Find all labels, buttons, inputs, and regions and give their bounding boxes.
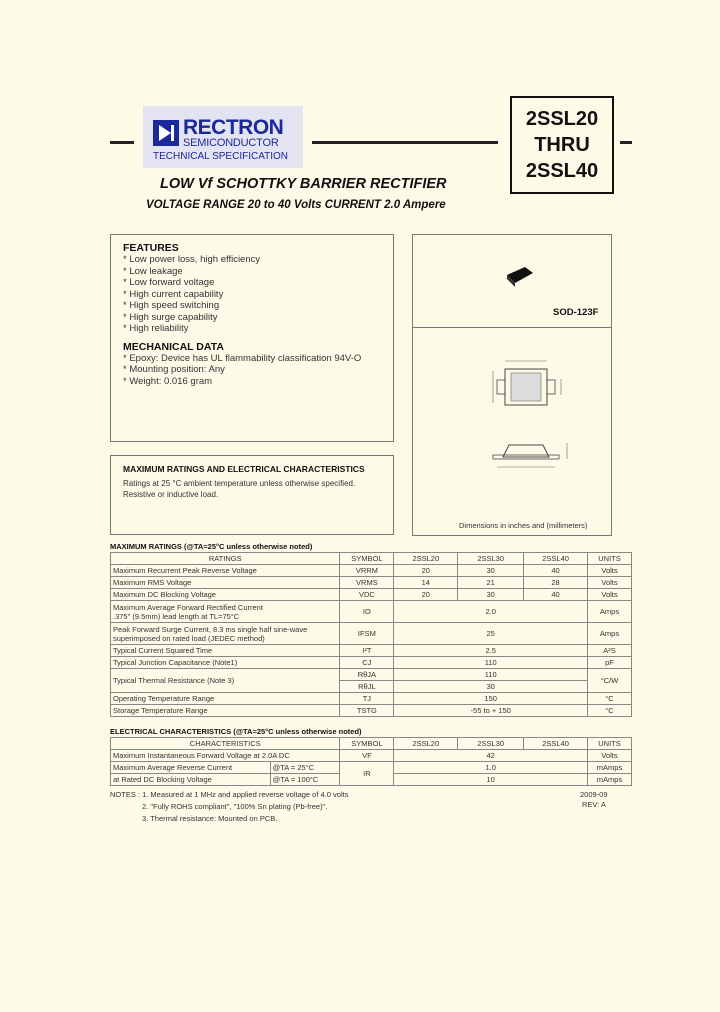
table-cell: IR [340,762,394,786]
table-cell: °C [588,705,632,717]
header-rule-left [110,141,134,144]
table-cell: 20 [394,589,458,601]
table-cell: 2.5 [394,645,588,657]
package-divider [413,327,611,328]
ratings-heading: MAXIMUM RATINGS AND ELECTRICAL CHARACTERISTICS [123,464,365,474]
package-outline-drawing [453,353,583,493]
table-row [111,623,632,645]
feature-item: * High speed switching [123,300,220,311]
mechanical-item: * Weight: 0.016 gram [123,375,213,387]
table-cell: 20 [394,565,458,577]
table-cell: VRMS [340,577,394,589]
note-1: NOTES : 1. Measured at 1 MHz and applied reverse voltage of 4.0 volts [110,790,349,799]
table-cell: I²T [340,645,394,657]
table-row [111,577,632,589]
table-cell: 14 [394,577,458,589]
table-cell: 30 [458,565,524,577]
table-row [111,601,632,623]
part-line-2: THRU [534,134,590,156]
table-cell: Volts [588,565,632,577]
table-cell: 30 [394,681,588,693]
footer-revision: REV: A [582,800,606,809]
table-cell: 42 [394,750,588,762]
logo-diode-icon [153,120,179,146]
features-heading: FEATURES [123,242,179,254]
table-cell: Typical Current Squared Time [111,645,340,657]
footer-date: 2009-09 [580,790,608,799]
max-ratings-title: MAXIMUM RATINGS (@TA=25°C unless otherwise noted) [110,542,313,551]
table-cell: Amps [588,601,632,623]
feature-item: * High current capability [123,288,224,300]
note-2: 2. "Fully ROHS compliant", "100% Sn plating (Pb-free)". [142,802,328,811]
column-header: 2SSL30 [458,738,524,750]
electrical-title: ELECTRICAL CHARACTERISTICS (@TA=25°C unless otherwise noted) [110,727,362,736]
table-cell: mAmps [588,774,632,786]
table-cell: @TA = 25°C [270,762,340,774]
table-cell: @TA = 100°C [270,774,340,786]
table-row [111,645,632,657]
table-cell: Volts [588,577,632,589]
feature-item: * High reliability [123,323,189,334]
table-cell: at Rated DC Blocking Voltage [111,774,271,786]
feature-item: * Low leakage [123,265,183,277]
logo-name: RECTRON [183,116,284,139]
column-header: SYMBOL [340,738,394,750]
table-cell: Typical Thermal Resistance (Note 3) [111,669,340,693]
table-cell [111,623,340,645]
table-cell [111,601,340,623]
column-header: 2SSL40 [524,553,588,565]
table-cell: 21 [458,577,524,589]
table-cell: Maximum Instantaneous Forward Voltage at 2.0A DC [111,750,340,762]
page-subtitle: VOLTAGE RANGE 20 to 40 Volts CURRENT 2.0 Ampere [146,199,446,211]
table-cell: Maximum Average Reverse Current [111,762,271,774]
table-cell: TJ [340,693,394,705]
table-cell: IFSM [340,623,394,645]
column-header: UNITS [588,738,632,750]
column-header: CHARACTERISTICS [111,738,340,750]
header-rule-right [620,141,632,144]
column-header: RATINGS [111,553,340,565]
table-cell: pF [588,657,632,669]
table-cell: 2.0 [394,601,588,623]
cell-line: Peak Forward Surge Current, 8.3 ms single half sine-wave [113,624,308,634]
table-cell: TSTG [340,705,394,717]
table-cell: -55 to + 150 [394,705,588,717]
column-header: 2SSL40 [524,738,588,750]
table-cell: A²S [588,645,632,657]
table-header-row [111,553,632,565]
table-cell: CJ [340,657,394,669]
electrical-table [110,737,632,786]
feature-item: * Low power loss, high efficiency [123,254,261,265]
header-rule-middle [312,141,498,144]
table-cell: Typical Junction Capacitance (Note1) [111,657,340,669]
logo-subtitle: SEMICONDUCTOR [183,137,279,149]
ratings-line-2: Resistive or inductive load. [123,490,219,499]
table-cell: 40 [524,589,588,601]
table-cell: 10 [394,774,588,786]
table-row [111,657,632,669]
table-cell: Maximum DC Blocking Voltage [111,589,340,601]
table-cell: Storage Temperature Range [111,705,340,717]
column-header: SYMBOL [340,553,394,565]
table-cell: 1.0 [394,762,588,774]
column-header: 2SSL20 [394,553,458,565]
part-line-1: 2SSL20 [525,108,599,130]
table-cell: RθJA [340,669,394,681]
table-cell: Maximum RMS Voltage [111,577,340,589]
table-cell: VRRM [340,565,394,577]
table-cell: 28 [524,577,588,589]
cell-line: .375" (9.5mm) lead length at TL=75°C [113,611,240,621]
table-row [111,762,632,774]
table-cell: 40 [524,565,588,577]
table-cell: 25 [394,623,588,645]
package-panel [412,234,612,536]
page-title: LOW Vf SCHOTTKY BARRIER RECTIFIER [160,176,447,192]
table-cell: VF [340,750,394,762]
column-header: UNITS [588,553,632,565]
part-line-3: 2SSL40 [525,160,599,182]
ratings-line-1: Ratings at 25 °C ambient temperature unless otherwise specified. [123,479,356,488]
table-cell: RθJL [340,681,394,693]
table-cell: 30 [458,589,524,601]
package-dimension-note: Dimensions in inches and (millimeters) [459,521,588,530]
table-cell: 110 [394,669,588,681]
logo-tagline: TECHNICAL SPECIFICATION [153,151,289,162]
column-header: 2SSL30 [458,553,524,565]
table-row [111,565,632,577]
part-number-box [510,96,614,194]
column-header: 2SSL20 [394,738,458,750]
table-row [111,589,632,601]
cell-line: Maximum Average Forward Rectified Current [113,602,263,612]
table-cell: IO [340,601,394,623]
table-cell: Amps [588,623,632,645]
note-3: 3. Thermal resistance: Mounted on PCB. [142,814,278,823]
table-cell: 150 [394,693,588,705]
cell-line: superimposed on rated load (JEDEC method) [113,633,265,643]
table-cell: °C/W [588,669,632,693]
mechanical-item: * Mounting position: Any [123,364,225,375]
package-photo [505,265,535,289]
table-row [111,693,632,705]
table-cell: Operating Temperature Range [111,693,340,705]
package-name: SOD-123F [553,307,599,318]
ratings-info-panel [110,455,394,535]
table-cell: Volts [588,750,632,762]
feature-item: * High surge capability [123,311,218,323]
table-row [111,705,632,717]
company-logo [143,106,303,168]
table-cell: Volts [588,589,632,601]
max-ratings-table [110,552,632,717]
table-cell: Maximum Recurrent Peak Reverse Voltage [111,565,340,577]
table-cell: mAmps [588,762,632,774]
table-cell: 110 [394,657,588,669]
features-panel [110,234,394,442]
table-row [111,669,632,681]
feature-item: * Low forward voltage [123,277,215,288]
mechanical-item: * Epoxy: Device has UL flammability classification 94V-O [123,352,362,364]
table-cell: °C [588,693,632,705]
mechanical-heading: MECHANICAL DATA [123,340,224,353]
table-header-row [111,738,632,750]
table-cell: VDC [340,589,394,601]
table-row [111,750,632,762]
